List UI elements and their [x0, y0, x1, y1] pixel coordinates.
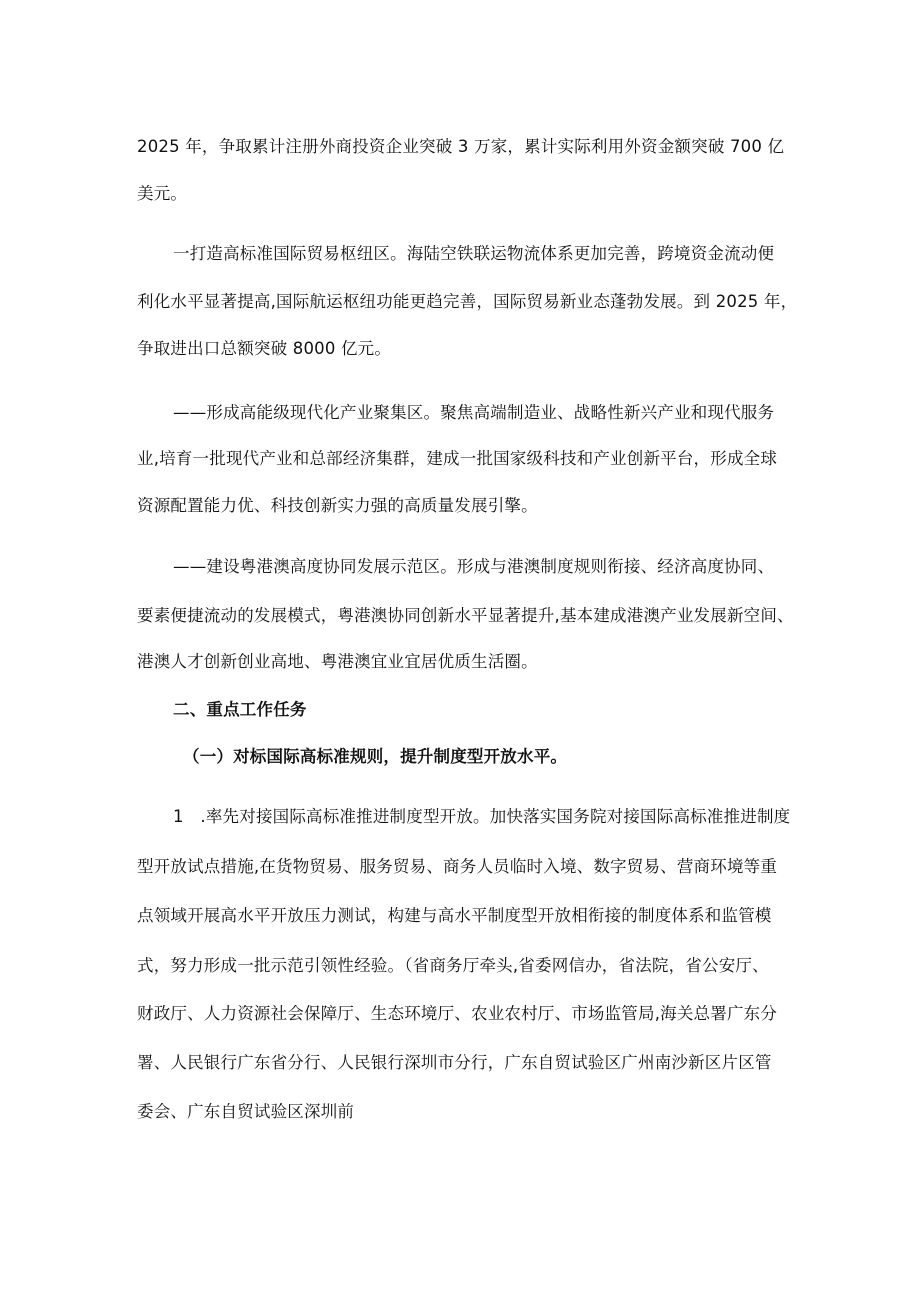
subsection-heading: （一）对标国际高标准规则，提升制度型开放水平。: [183, 747, 568, 766]
paragraph-line: ——建设粤港澳高度协同发展示范区。形成与港澳制度规则衔接、经济高度协同、: [173, 557, 775, 576]
paragraph-line: 式，努力形成一批示范引领性经验。（省商务厅牵头,省委网信办，省法院，省公安厅、: [137, 956, 769, 975]
section-heading: 二、重点工作任务: [173, 700, 307, 719]
paragraph-line: 要素便捷流动的发展模式，粤港澳协同创新水平显著提升,基本建成港澳产业发展新空间、: [137, 606, 794, 625]
paragraph-line: 财政厅、人力资源社会保障厅、生态环境厅、农业农村厅、市场监管局,海关总署广东分: [137, 1004, 778, 1023]
paragraph-line: 点领域开展高水平开放压力测试，构建与高水平制度型开放相衔接的制度体系和监管模: [137, 906, 772, 925]
paragraph-line: 2025 年，争取累计注册外商投资企业突破 3 万家，累计实际利用外资金额突破 700 亿: [137, 137, 785, 156]
paragraph-line: 委会、广东自贸试验区深圳前: [137, 1102, 355, 1121]
paragraph-line: 型开放试点措施,在货物贸易、服务贸易、商务人员临时入境、数字贸易、营商环境等重: [137, 857, 778, 876]
paragraph-line: 业,培育一批现代产业和总部经济集群，建成一批国家级科技和产业创新平台，形成全球: [137, 449, 778, 468]
paragraph-line: 美元。: [137, 184, 188, 203]
paragraph-line: 一打造高标准国际贸易枢纽区。海陆空铁联运物流体系更加完善，跨境资金流动便: [173, 244, 775, 263]
paragraph-line: ——形成高能级现代化产业聚集区。聚焦高端制造业、战略性新兴产业和现代服务: [173, 403, 775, 422]
paragraph-line: 港澳人才创新创业高地、粤港澳宜业宜居优质生活圈。: [137, 652, 538, 671]
paragraph-line: 争取进出口总额突破 8000 亿元。: [137, 339, 392, 358]
paragraph-line: 利化水平显著提高,国际航运枢纽功能更趋完善，国际贸易新业态蓬勃发展。到 2025 年，: [137, 292, 798, 311]
paragraph-line: 资源配置能力优、科技创新实力强的高质量发展引擎。: [137, 496, 538, 515]
paragraph-line: 署、人民银行广东省分行、人民银行深圳市分行，广东自贸试验区广州南沙新区片区管: [137, 1053, 772, 1072]
paragraph-line: 1 .率先对接国际高标准推进制度型开放。加快落实国务院对接国际高标准推进制度: [173, 807, 791, 826]
